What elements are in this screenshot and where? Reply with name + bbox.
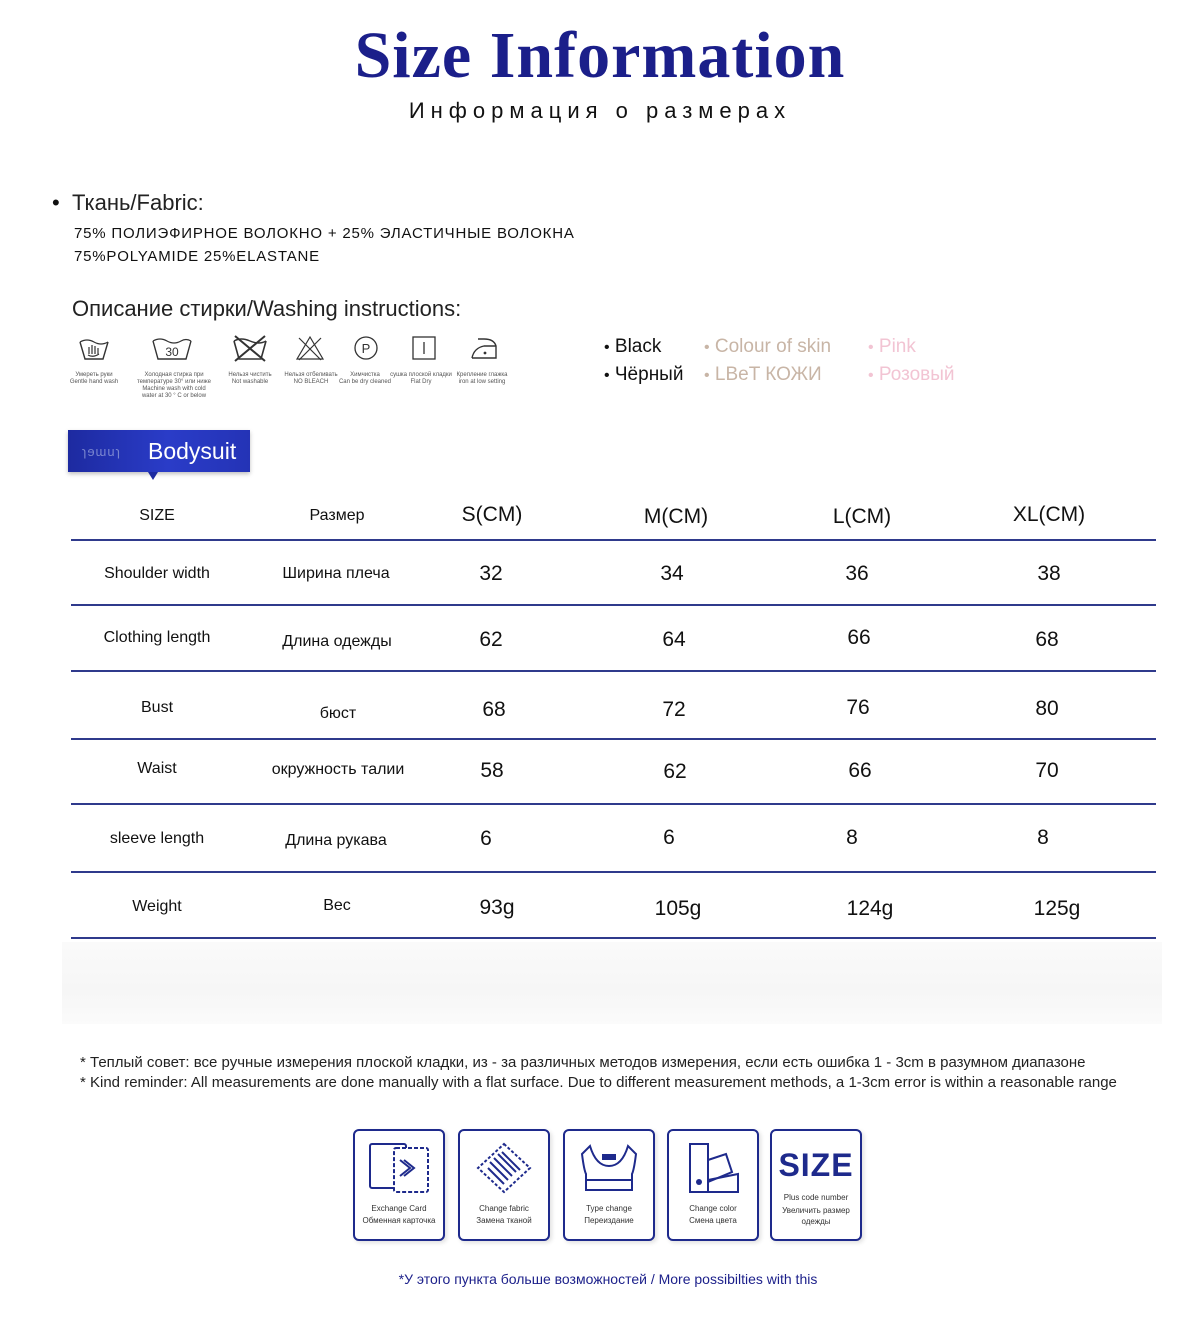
row-label-ru: Вес: [323, 897, 351, 914]
row-label-ru: Длина рукава: [285, 832, 387, 849]
header-razmer: Размер: [309, 507, 365, 524]
cell-s: 32: [479, 562, 503, 585]
cell-m: 72: [662, 698, 686, 721]
page-subtitle: Информация о размерах: [408, 98, 792, 123]
fabric-composition-en: 75%POLYAMIDE 25%ELASTANE: [74, 248, 320, 265]
hand-wash-icon: [64, 333, 124, 363]
cell-l: 66: [847, 626, 871, 649]
card-label-ru: Увеличить размер одежды: [782, 1206, 850, 1226]
row-label-ru: окружность талии: [271, 761, 405, 778]
card-label-en: Change color: [689, 1204, 737, 1213]
table-divider: [71, 738, 1156, 740]
cell-m: 62: [663, 760, 687, 783]
wash-caption-no-bleach: Нельзя отбеливать NO BLEACH: [284, 372, 338, 385]
wash-caption-no-wash: Нельзя чистить Not washable: [228, 372, 272, 385]
washing-heading: Описание стирки/Washing instructions:: [72, 296, 462, 321]
wash-caption-hand: Умереть руки Gentle hand wash: [69, 372, 119, 385]
shaded-area: [62, 942, 1162, 1024]
color-black-ru: • Чёрный: [604, 364, 684, 385]
color-swatch-icon: [669, 1137, 757, 1199]
wash-temp-value: 30: [165, 345, 179, 359]
row-label-en: Waist: [137, 760, 177, 777]
cell-s: 62: [479, 628, 503, 651]
tab-pointer: [148, 472, 158, 480]
row-label-ru: Ширина плеча: [282, 565, 390, 582]
header-m: M(CM): [643, 505, 709, 528]
change-color-card: [667, 1129, 759, 1241]
table-divider: [71, 539, 1156, 541]
cell-l: 76: [846, 696, 870, 719]
note-ru: * Теплый совет: все ручные измерения плоской кладки, из - за различных методов измерения, если есть ошибка 1 - 3cm в разумном диапазоне: [80, 1054, 1086, 1071]
cell-xl: 68: [1035, 628, 1059, 651]
cell-xl: 38: [1037, 562, 1061, 585]
wash-30-icon: [142, 333, 202, 363]
table-divider: [71, 604, 1156, 606]
cell-l: 36: [845, 562, 869, 585]
row-label-ru: бюст: [319, 705, 357, 722]
wash-caption-flat-dry: сушка плоской кладки Flat Dry: [390, 372, 452, 385]
cell-l: 124g: [846, 897, 894, 920]
cell-m: 105g: [654, 897, 702, 920]
card-label-ru: Замена тканой: [476, 1216, 532, 1225]
row-label-en: sleeve length: [109, 830, 205, 847]
header-xl: XL(CM): [1012, 503, 1086, 526]
note-en: * Kind reminder: All measurements are done manually with a flat surface. Due to different measurement methods, a 1-3cm error is within a reasonable range: [80, 1074, 1117, 1091]
header-size: SIZE: [139, 507, 175, 524]
size-icon: SIZE: [778, 1147, 854, 1183]
table-divider: [71, 803, 1156, 805]
color-skin-en: • Colour of skin: [704, 336, 832, 357]
table-divider: [71, 937, 1156, 939]
dry-clean-letter: P: [361, 341, 371, 356]
fabric-composition-ru: 75% ПОЛИЭФИРНОЕ ВОЛОКНО + 25% ЭЛАСТИЧНЫЕ ВОЛОКНА: [74, 225, 575, 242]
iron-low-icon: [454, 333, 514, 363]
table-divider: [71, 871, 1156, 873]
card-label-en: Exchange Card: [371, 1204, 427, 1213]
cell-xl: 125g: [1033, 897, 1081, 920]
no-bleach-icon: [280, 333, 340, 363]
cell-xl: 70: [1035, 759, 1059, 782]
no-wash-icon: [220, 333, 280, 363]
cell-s: 58: [480, 759, 504, 782]
tab-faded-text: ɿɘɯuɿ: [82, 444, 121, 459]
fabric-heading: Ткань/Fabric:: [72, 190, 204, 215]
cell-l: 8: [846, 826, 858, 849]
wash-caption-30: Холодная стирка при температуре 30° или ниже Machine wash with cold water at 30 ° C or below: [137, 372, 211, 399]
fabric-bullet: •: [52, 190, 60, 215]
bottom-note: *У этого пункта больше возможностей / More possibilties with this: [398, 1271, 818, 1287]
card-label-ru: Обменная карточка: [362, 1216, 436, 1225]
row-label-ru: Длина одежды: [282, 633, 392, 650]
header-s: S(CM): [461, 503, 523, 526]
fabric-icon: [460, 1137, 548, 1199]
card-label-en: Type change: [586, 1204, 632, 1213]
cell-m: 64: [662, 628, 686, 651]
cell-l: 66: [848, 759, 872, 782]
flat-dry-icon: [394, 333, 454, 363]
plus-size-card: [770, 1129, 862, 1241]
cell-xl: 80: [1035, 697, 1059, 720]
cell-m: 6: [663, 826, 675, 849]
cell-xl: 8: [1037, 826, 1049, 849]
cell-s: 93g: [479, 896, 515, 919]
color-pink-ru: • Розовый: [868, 364, 955, 385]
row-label-en: Shoulder width: [104, 565, 210, 582]
color-pink-en: • Pink: [868, 336, 916, 357]
color-skin-ru: • LBeT КОЖИ: [704, 364, 822, 385]
cell-m: 34: [660, 562, 684, 585]
row-label-en: Weight: [132, 898, 182, 915]
exchange-card-icon: [355, 1137, 443, 1199]
row-label-en: Clothing length: [103, 629, 211, 646]
dry-clean-icon: [336, 333, 396, 363]
card-label-ru: Переиздание: [584, 1216, 634, 1225]
page-title: Size Information: [354, 19, 846, 92]
row-label-en: Bust: [140, 699, 174, 716]
wash-caption-dry-clean: Химчистка Can be dry cleaned: [338, 372, 392, 385]
cell-s: 68: [482, 698, 506, 721]
tab-label: Bodysuit: [148, 438, 237, 464]
exchange-card: [353, 1129, 445, 1241]
color-black-en: • Black: [604, 336, 662, 357]
card-label-ru: Смена цвета: [689, 1216, 737, 1225]
card-label-en: Change fabric: [479, 1204, 529, 1213]
card-label-en: Plus code number: [783, 1193, 849, 1202]
table-divider: [71, 670, 1156, 672]
header-l: L(CM): [832, 505, 892, 528]
cell-s: 6: [480, 827, 492, 850]
change-fabric-card: [458, 1129, 550, 1241]
type-change-icon: [565, 1137, 653, 1199]
type-change-card: [563, 1129, 655, 1241]
wash-caption-iron: Крепление глажка iron at low setting: [456, 372, 508, 385]
